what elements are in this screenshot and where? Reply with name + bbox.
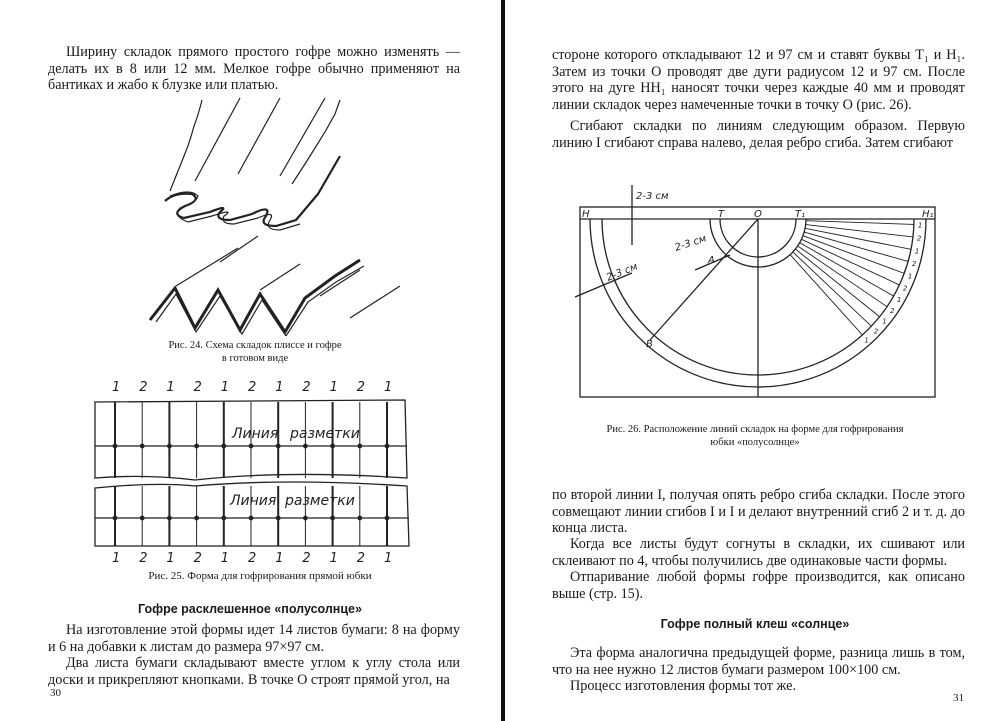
left-paragraph-2: На изготовление этой формы идет 14 листов бумаги: 8 на форму и 6 на добавки к листам до размера 97×97 см. xyxy=(48,622,460,655)
figure-26-caption-line-2: юбки «полусолнце» xyxy=(710,437,800,448)
figure-25-top-number: 1 xyxy=(275,380,284,395)
figure-25-top-number: 2 xyxy=(248,380,257,395)
left-paragraph-3: Два листа бумаги складывают вместе углом к углу стола или доски и прикрепляют кнопками. В точке О строят прямой угол, на xyxy=(48,655,460,688)
figure-26-fold-line xyxy=(790,255,862,335)
figure-25-mark-dot xyxy=(358,516,362,520)
figure-24-pleats xyxy=(140,96,400,336)
figure-25-mark-dot xyxy=(140,444,144,448)
figure-25-bottom-number: 2 xyxy=(139,551,148,563)
figure-25-lower-label-word-1: Линия xyxy=(230,493,277,509)
right-page xyxy=(505,0,1000,721)
right-paragraph-4: Когда все листы будут согнуты в складки, их сшивают или склеивают по 4, чтобы получились две одинаковые части формы. xyxy=(552,536,965,569)
figure-26-label-o: O xyxy=(754,209,762,220)
figure-25-mark-dot xyxy=(113,516,117,520)
left-paragraph-1: Ширину складок прямого простого гофре можно изменять — делать их в 8 или 12 мм. Мелкое гофре обычно применяют на бантиках и жабо к блузке или платью. xyxy=(48,44,460,93)
figure-26-dim-inner: 2-3 см xyxy=(673,233,708,254)
right-paragraph-3: по второй линии I, получая опять ребро сгиба складки. После этого совмещают линии сгибов I и I и делают внутренний сгиб 2 и т. д. до конца листа. xyxy=(552,487,965,536)
figure-25-mark-dot xyxy=(140,516,144,520)
right-paragraph-6: Эта форма аналогична предыдущей форме, разница лишь в том, что на нее нужно 12 листов бумаги размером 100×100 см. xyxy=(552,645,965,678)
figure-26-fold-line xyxy=(805,228,911,249)
figure-26-fold-line xyxy=(793,252,871,326)
figure-24-bottom-zigzag-drawing xyxy=(150,236,400,336)
figure-25-upper-label-word-1: Линия xyxy=(232,426,279,442)
left-page-number: 30 xyxy=(50,687,61,699)
figure-24-caption xyxy=(140,339,370,365)
figure-25-mark-dot xyxy=(304,444,308,448)
figure-26-label-h1: H₁ xyxy=(922,209,934,220)
figure-26-dim-top: 2-3 см xyxy=(636,191,669,202)
figure-25-top-number: 2 xyxy=(356,380,366,395)
figure-26-label-t: T xyxy=(718,209,725,220)
figure-26-fold-number: 1 xyxy=(917,221,923,230)
right-paragraph-5: Отпаривание любой формы гофре производится, как описано выше (стр. 15). xyxy=(552,569,965,602)
figure-26-fold-number: 1 xyxy=(896,296,902,305)
figure-25-mark-dot xyxy=(195,516,199,520)
figure-26-fold-number: 1 xyxy=(864,336,869,345)
figure-26-fold-lines xyxy=(790,221,914,335)
figure-25-bottom-number: 2 xyxy=(193,551,202,563)
figure-25-top-number: 1 xyxy=(220,380,230,395)
figure-26-fold-number: 2 xyxy=(902,284,908,293)
figure-26-fold-number: 1 xyxy=(907,272,913,281)
figure-26-fold-line xyxy=(798,246,887,307)
figure-25-bottom-number: 2 xyxy=(248,551,257,563)
figure-25-bottom-number: 1 xyxy=(275,551,284,563)
figure-25-mark-dot xyxy=(276,444,280,448)
figure-25-top-number: 2 xyxy=(139,380,148,395)
figure-24-top-pleat-drawing xyxy=(165,98,340,230)
figure-26-caption-line-1: Рис. 26. Расположение линий складок на форме для гофрирования xyxy=(606,424,904,435)
figure-26-fold-number: 2 xyxy=(889,307,895,316)
left-section-heading: Гофре расклешенное «полусолнце» xyxy=(138,602,362,616)
figure-25-mark-dot xyxy=(385,444,389,448)
figure-25-mark-dot xyxy=(222,444,226,448)
figure-25-mark-dot xyxy=(195,444,199,448)
figure-26-fold-number: 2 xyxy=(873,327,879,336)
figure-26-fold-line xyxy=(800,243,894,296)
figure-25-bottom-number: 1 xyxy=(166,551,175,563)
figure-26-label-t1: T₁ xyxy=(795,209,806,220)
figure-25-mark-dot xyxy=(222,516,226,520)
figure-25-mark-dot xyxy=(331,516,335,520)
figure-25-top-number: 2 xyxy=(302,380,311,395)
figure-25-mark-dot xyxy=(168,516,172,520)
figure-25-bottom-number: 2 xyxy=(302,551,311,563)
figure-25-caption: Рис. 25. Форма для гофрирования прямой юбки xyxy=(148,570,372,582)
figure-24-caption-line-2: в готовом виде xyxy=(221,353,289,364)
figure-25-bottom-numbers xyxy=(112,551,392,563)
figure-25-bottom-number: 1 xyxy=(384,551,393,563)
figure-25-mark-dot xyxy=(331,444,335,448)
figure-26-fold-line xyxy=(806,225,913,237)
figure-26-label-a: A xyxy=(708,255,715,266)
figure-25-mark-dot xyxy=(249,516,253,520)
figure-25-mark-dot xyxy=(168,444,172,448)
figure-25-top-number: 1 xyxy=(112,380,121,395)
figure-26-label-b: B xyxy=(646,339,653,350)
figure-26-fold-number: 1 xyxy=(882,317,887,326)
figure-26-fold-number: 2 xyxy=(911,260,917,269)
figure-25-top-number: 1 xyxy=(166,380,175,395)
figure-26-caption xyxy=(575,423,935,449)
figure-25-mark-dot xyxy=(276,516,280,520)
figure-25-bottom-number: 1 xyxy=(220,551,230,563)
figure-25-straight-skirt-form xyxy=(85,378,425,563)
figure-26-half-sun-form xyxy=(570,185,955,410)
figure-25-top-number: 1 xyxy=(329,380,338,395)
figure-25-mark-dot xyxy=(304,516,308,520)
figure-26-fold-line xyxy=(802,239,900,285)
figure-24-caption-line-1: Рис. 24. Схема складок плиссе и гофре xyxy=(168,340,342,351)
right-paragraph-2: Сгибают складки по линиям следующим образом. Первую линию I сгибают справа налево, делая ребро сгиба. Затем сгибают xyxy=(552,118,965,151)
figure-26-fold-line xyxy=(804,232,908,261)
figure-25-upper-label-word-2: разметки xyxy=(290,426,360,442)
figure-25-mark-dot xyxy=(249,444,253,448)
figure-26-dim-outer: 2-3 см xyxy=(605,261,640,284)
figure-25-lower-label-word-2: разметки xyxy=(285,493,355,509)
figure-26-label-h: H xyxy=(582,209,590,220)
figure-26-fold-number: 1 xyxy=(914,247,920,256)
right-section-heading: Гофре полный клеш «солнце» xyxy=(660,617,850,631)
figure-25-bottom-number: 1 xyxy=(112,551,121,563)
figure-25-top-number: 2 xyxy=(193,380,202,395)
figure-25-mark-dot xyxy=(113,444,117,448)
figure-25-bottom-number: 2 xyxy=(356,551,366,563)
figure-26-fold-line xyxy=(806,221,914,225)
right-paragraph-1: стороне которого откладывают 12 и 97 см и ставят буквы T₁ и H₁. Затем из точки О проводят две дуги радиусом 12 и 97 см. После этого на дуге HH₁ наносят точки через каждые 40 мм и проводят линии складок через намеченные точки в точку О (рис. 26). xyxy=(552,47,965,113)
figure-25-top-number: 1 xyxy=(384,380,393,395)
right-page-number: 31 xyxy=(953,692,964,704)
figure-25-bottom-number: 1 xyxy=(329,551,338,563)
right-paragraph-7: Процесс изготовления формы тот же. xyxy=(570,678,796,694)
figure-26-fold-number: 2 xyxy=(916,234,922,243)
figure-25-mark-dot xyxy=(358,444,362,448)
figure-25-mark-dot xyxy=(385,516,389,520)
figure-25-top-numbers xyxy=(112,380,392,395)
